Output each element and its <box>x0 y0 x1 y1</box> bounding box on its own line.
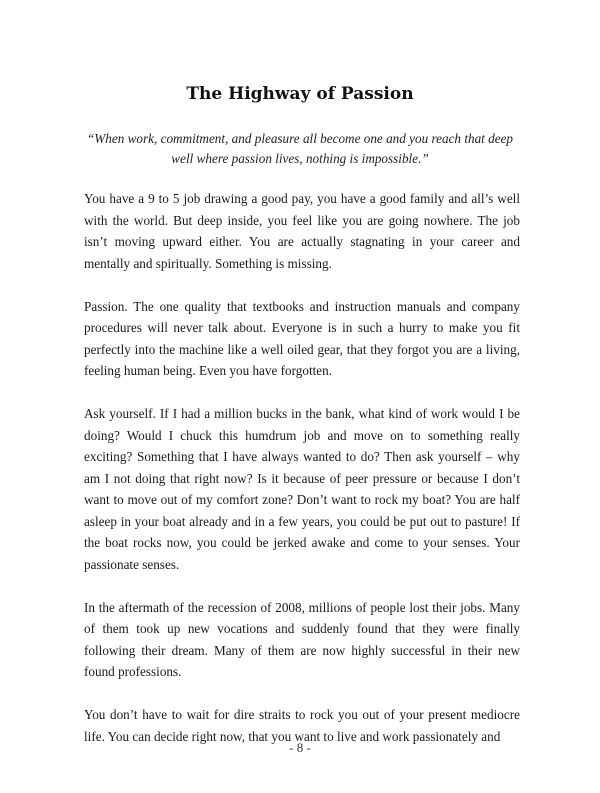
epigraph-quote: “When work, commitment, and pleasure all become one and you reach that deep well where passion lives, nothing is impossible.” <box>86 131 514 166</box>
paragraph-2: Passion. The one quality that textbooks and instruction manuals and company procedures will never talk about. Everyone is in such a hurry to make you fit perfectly into the machine like a well oiled gear, that they forgot you are a living, feeling human being. Even you have forgotten. <box>84 298 520 378</box>
paragraph-1: You have a 9 to 5 job drawing a good pay, you have a good family and all’s well with the world. But deep inside, you feel like you are going nowhere. The job isn’t moving upward either. You are actually stagnating in your career and mentally and spiritually. Something is missing. <box>84 191 520 271</box>
paragraph-4: In the aftermath of the recession of 2008, millions of people lost their jobs. Many of them took up new vocations and suddenly found that they were finally following their dream. Many of them are now highly successful in their new found professions. <box>84 599 520 679</box>
paragraph-5: You don’t have to wait for dire straits to rock you out of your present mediocre life. You can decide right now, that you want to live and work passionately and <box>84 707 520 744</box>
page-number: - 8 - <box>289 740 311 755</box>
paragraph-3: Ask yourself. If I had a million bucks in the bank, what kind of work would I be doing? Would I chuck this humdrum job and move on to something really exciting? Something that I have always wanted to do? Then ask yourself – why am I not doing that right now? Is it because of peer pressure or because I don’t want to move out of my comfort zone? Don’t want to rock my boat? You are half asleep in your boat already and in a few years, you could be put out to pasture! If the boat rocks now, you could be jerked awake and come to your senses. Your passionate senses. <box>84 406 520 572</box>
page-title: The Highway of Passion <box>186 84 414 104</box>
body-text <box>84 188 520 747</box>
